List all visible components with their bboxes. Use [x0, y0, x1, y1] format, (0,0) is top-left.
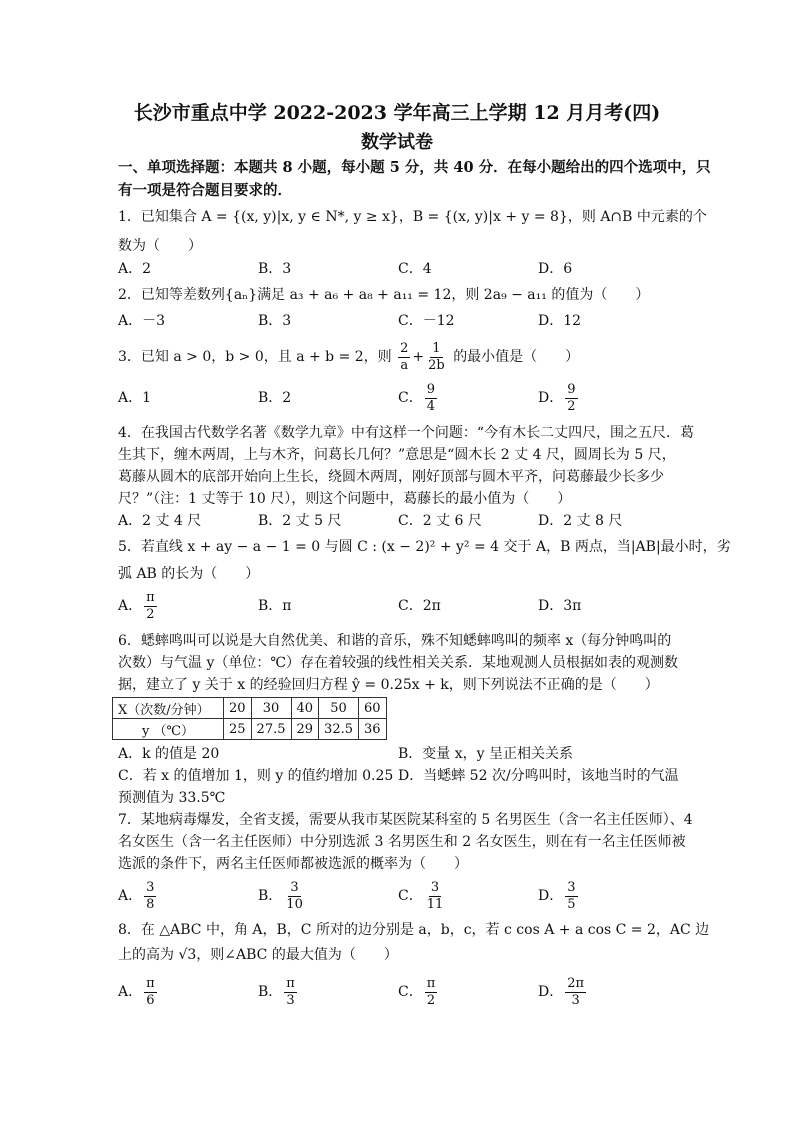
- table-row: [113, 698, 387, 719]
- q7-c-fraction: [425, 880, 446, 913]
- q7-a-den: 8: [146, 896, 155, 912]
- q2-stem: 2．已知等差数列{aₙ}满足 a₃ + a₆ + a₈ + a₁₁ = 12，则 2a₉ − a₁₁ 的值为（ ）: [118, 287, 650, 303]
- q7-d-fraction: [565, 880, 577, 913]
- q4-option-d[interactable]: D．2 丈 8 尺: [538, 513, 623, 529]
- q1-option-d[interactable]: D．6: [538, 261, 573, 277]
- q3-c-label: C．: [398, 390, 423, 406]
- q8-a-num: π: [146, 975, 155, 991]
- q3-f2-den: 2b: [428, 357, 445, 373]
- table-cell: 60: [359, 698, 387, 719]
- q7-option-c[interactable]: [398, 876, 447, 916]
- q6-stem: 6．蟋蟀鸣叫可以说是大自然优美、和谐的音乐，殊不知蟋蟀鸣叫的频率 x（每分钟鸣叫的: [118, 633, 672, 649]
- q5-a-fraction: [144, 590, 157, 623]
- q1-stem: 1．已知集合 A = {(x, y)|x, y ∈ N*, y ≥ x}，B = {(x, y)|x + y = 8}，则 A∩B 中元素的个: [118, 209, 707, 225]
- q7-stem-2: 名女医生（含一名主任医师）中分别选派 3 名男医生和 2 名女医生，则在有一名主任医师被: [118, 834, 686, 850]
- q3-b-label: B．: [258, 390, 283, 406]
- q7-b-num: 3: [290, 879, 299, 895]
- q3-c-num: 9: [426, 381, 435, 397]
- q5-stem-2: 弧 AB 的长为（ ）: [118, 566, 260, 582]
- q6-stem-2: 次数）与气温 y（单位：℃）存在着较强的线性相关关系．某地观测人员根据如表的观测数: [118, 655, 679, 671]
- q5-c-text: 2π: [422, 598, 441, 614]
- q7-option-a[interactable]: [118, 876, 158, 916]
- q5-d-label: D．: [538, 598, 564, 614]
- q2-option-c[interactable]: C．－12: [398, 313, 455, 329]
- q3-stem: [118, 340, 579, 374]
- q3-option-c[interactable]: [398, 378, 439, 418]
- q7-option-b[interactable]: [258, 876, 307, 916]
- q3-fraction-2: [426, 341, 447, 374]
- q8-stem-2: 上的高为 √3，则∠ABC 的最大值为（ ）: [118, 947, 398, 963]
- q3-d-label: D．: [538, 390, 564, 406]
- q5-a-den: 2: [146, 606, 155, 622]
- q6-option-b[interactable]: B．变量 x，y 呈正相关关系: [398, 746, 573, 762]
- q7-c-den: 11: [426, 896, 444, 912]
- q6-option-c[interactable]: C．若 x 的值增加 1，则 y 的值约增加 0.25: [118, 768, 394, 784]
- q8-option-a[interactable]: [118, 972, 159, 1012]
- q4-stem-4: 尺？”（注：1 丈等于 10 尺），则这个问题中，葛藤长的最小值为（ ）: [118, 491, 572, 507]
- table-cell: 25: [224, 719, 252, 740]
- exam-subtitle: 数学试卷: [361, 132, 433, 153]
- table-cell: 32.5: [319, 719, 359, 740]
- q1-option-a[interactable]: A．2: [118, 261, 152, 277]
- q8-d-fraction: [565, 976, 586, 1009]
- q5-b-label: B．: [258, 598, 283, 614]
- q2-option-b[interactable]: B．3: [258, 313, 292, 329]
- q7-c-num: 3: [430, 879, 440, 895]
- q6-option-a[interactable]: A．k 的值是 20: [118, 746, 220, 762]
- q7-c-label: C．: [398, 888, 423, 904]
- q3-option-d[interactable]: [538, 378, 580, 418]
- q3-c-fraction: [425, 382, 437, 415]
- q3-d-num: 9: [567, 381, 576, 397]
- q1-stem-cont: 数为（ ）: [118, 238, 202, 254]
- table-header-x: X（次数/分钟）: [113, 698, 224, 719]
- q8-d-den: 3: [571, 992, 580, 1008]
- q3-option-a[interactable]: [118, 388, 151, 408]
- section-heading-cont: 有一项是符合题目要求的．: [118, 182, 292, 199]
- q5-a-label: A．: [118, 598, 143, 614]
- q3-stem-post: 的最小值是（ ）: [453, 349, 580, 365]
- q8-option-c[interactable]: [398, 972, 439, 1012]
- q5-d-text: 3π: [563, 598, 582, 614]
- q3-a-text: 1: [142, 390, 152, 406]
- q5-b-text: π: [282, 598, 292, 614]
- table-cell: 30: [251, 698, 291, 719]
- q8-b-label: B．: [258, 984, 283, 1000]
- q3-option-b[interactable]: [258, 388, 291, 408]
- q8-option-b[interactable]: [258, 972, 299, 1012]
- q5-option-c[interactable]: [398, 596, 441, 616]
- q3-fraction-1: [398, 341, 410, 374]
- table-cell: 20: [224, 698, 252, 719]
- q3-b-text: 2: [282, 390, 292, 406]
- table-header-y: y （℃）: [113, 719, 224, 740]
- q8-b-den: 3: [286, 992, 295, 1008]
- q7-d-num: 3: [567, 879, 576, 895]
- q3-a-label: A．: [118, 390, 143, 406]
- q7-b-den: 10: [286, 896, 303, 912]
- q7-d-den: 5: [567, 896, 576, 912]
- q8-c-den: 2: [426, 992, 436, 1008]
- q7-stem: 7．某地病毒爆发，全省支援，需要从我市某医院某科室的 5 名男医生（含一名主任医师）、4: [118, 812, 693, 828]
- q5-option-d[interactable]: [538, 596, 581, 616]
- q3-f1-den: a: [400, 357, 409, 373]
- q7-b-fraction: [284, 880, 305, 913]
- q4-stem-2: 生其下，缠木两周，上与木齐，问葛长几何？”意思是“圆木长 2 丈 4 尺，圆周长为 5 尺，: [118, 447, 676, 463]
- q6-option-d-cont: 预测值为 33.5℃: [118, 790, 226, 806]
- q8-c-num: π: [426, 975, 436, 991]
- q5-stem: 5．若直线 x + ay − a − 1 = 0 与圆 C : (x − 2)² + y² = 4 交于 A，B 两点，当|AB|最小时，劣: [118, 539, 731, 555]
- observation-table: [112, 697, 387, 740]
- q7-b-label: B．: [258, 888, 283, 904]
- table-cell: 50: [319, 698, 359, 719]
- q4-stem-3: 葛藤从圆木的底部开始向上生长，绕圆木两周，刚好顶部与圆木平齐，问葛藤最少长多少: [118, 469, 664, 485]
- q5-c-label: C．: [398, 598, 423, 614]
- q3-f1-num: 2: [400, 340, 409, 356]
- table-cell: 27.5: [251, 719, 291, 740]
- q8-b-fraction: [284, 976, 297, 1009]
- table-cell: 36: [359, 719, 387, 740]
- q8-option-d[interactable]: [538, 972, 588, 1012]
- q8-b-num: π: [286, 975, 295, 991]
- q8-stem: 8．在 △ABC 中，角 A，B，C 所对的边分别是 a，b，c，若 c cos A + a cos C = 2，AC 边: [118, 922, 710, 938]
- q7-d-label: D．: [538, 888, 564, 904]
- section-heading: 一、单项选择题：本题共 8 小题，每小题 5 分，共 40 分．在每小题给出的四个选项中，只: [118, 159, 711, 176]
- q3-c-den: 4: [426, 398, 435, 414]
- q5-option-a[interactable]: [118, 586, 159, 626]
- q4-option-a[interactable]: A．2 丈 4 尺: [118, 513, 202, 529]
- table-row: [113, 719, 387, 740]
- q5-a-num: π: [146, 589, 155, 605]
- q2-option-a[interactable]: A．－3: [118, 313, 166, 329]
- q3-plus: +: [412, 349, 425, 365]
- q4-stem: 4．在我国古代数学名著《数学九章》中有这样一个问题：“今有木长二丈四尺，围之五尺．葛: [118, 425, 695, 441]
- q3-f2-num: 1: [432, 340, 441, 356]
- q7-a-fraction: [144, 880, 156, 913]
- q2-option-d[interactable]: D．12: [538, 313, 582, 329]
- table-cell: 29: [291, 719, 319, 740]
- q8-a-label: A．: [118, 984, 143, 1000]
- q3-stem-pre: 3．已知 a > 0，b > 0，且 a + b = 2，则: [118, 349, 392, 365]
- q1-option-c[interactable]: C．4: [398, 261, 432, 277]
- q8-a-fraction: [144, 976, 157, 1009]
- q7-option-d[interactable]: [538, 876, 580, 916]
- q8-c-label: C．: [398, 984, 423, 1000]
- q7-stem-3: 选派的条件下，两名主任医师都被选派的概率为（ ）: [118, 856, 468, 872]
- q8-a-den: 6: [146, 992, 155, 1008]
- q7-a-label: A．: [118, 888, 143, 904]
- q6-stem-3: 据，建立了 y 关于 x 的经验回归方程 ŷ = 0.25x + k，则下列说法不正确的是（ ）: [118, 677, 659, 693]
- q4-option-b[interactable]: B．2 丈 5 尺: [258, 513, 342, 529]
- q8-c-fraction: [425, 976, 438, 1009]
- q1-option-b[interactable]: B．3: [258, 261, 292, 277]
- q5-option-b[interactable]: [258, 596, 292, 616]
- q8-d-label: D．: [538, 984, 564, 1000]
- q4-option-c[interactable]: C．2 丈 6 尺: [398, 513, 482, 529]
- q3-d-fraction: [565, 382, 577, 415]
- exam-title: 长沙市重点中学 2022-2023 学年高三上学期 12 月月考(四): [133, 102, 661, 124]
- q8-d-num: 2π: [567, 975, 585, 991]
- q6-option-d[interactable]: D．当蟋蟀 52 次/分鸣叫时，该地当时的气温: [398, 768, 679, 784]
- q7-a-num: 3: [146, 879, 155, 895]
- q3-d-den: 2: [567, 398, 576, 414]
- table-cell: 40: [291, 698, 319, 719]
